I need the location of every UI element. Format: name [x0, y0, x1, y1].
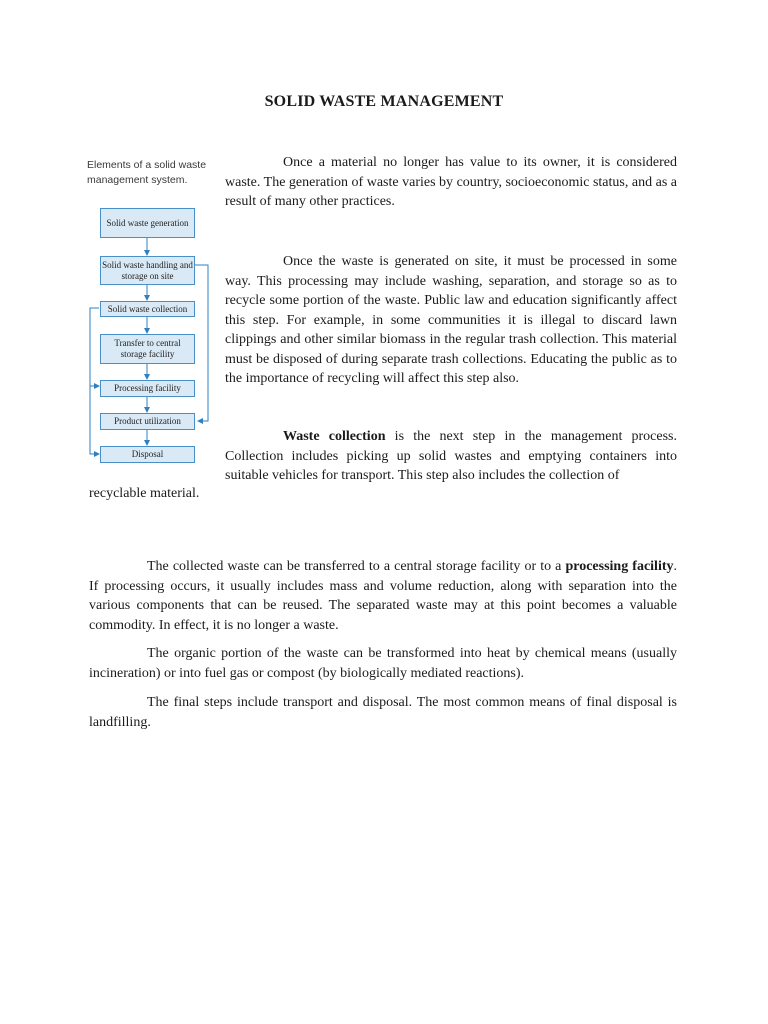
box-solid-waste-collection: Solid waste collection: [100, 301, 195, 317]
box-transfer-central-storage: Transfer to central storage facility: [100, 334, 195, 364]
paragraph-5: The organic portion of the waste can be transformed into heat by chemical means (usually incineration) or into fuel gas or compost (by biologically mediated reactions).: [89, 646, 677, 681]
figure-caption: Elements of a solid waste management system.: [87, 159, 207, 186]
flow-diagram-figure: [84, 155, 214, 475]
box-processing-facility: Processing facility: [100, 380, 195, 397]
paragraph-1: Once a material no longer has value to its owner, it is considered waste. The generation of waste varies by country, socioeconomic status, and as a result of many other practices.: [225, 155, 677, 209]
paragraph-3-tail: recyclable material.: [89, 486, 200, 501]
page-title: SOLID WASTE MANAGEMENT: [264, 93, 504, 110]
paragraph-2: Once the waste is generated on site, it must be processed in some way. This processing may include washing, separation, and storage so as to recycle some portion of the waste. Public law and education significantly affect this step. For example, in some communities it is illegal to discard lawn clippings and other similar biomass in the regular trash collection. This material must be disposed of during separate trash collections. Educating the public as to the importance of recycling will affect this step also.: [225, 254, 677, 386]
paragraph-4: The collected waste can be transferred to a central storage facility or to a processing facility. If processing occurs, it usually includes mass and volume reduction, along with separation into the various components that can be reused. The separated waste may at this point becomes a valuable commodity. In effect, it is no longer a waste.: [89, 559, 677, 633]
paragraph-3: Waste collection is the next step in the management process. Collection includes picking up solid wastes and emptying containers into suitable vehicles for transport. This step also includes the collection of: [225, 429, 678, 483]
box-handling-storage: Solid waste handling and storage on site: [100, 256, 195, 285]
box-solid-waste-generation: Solid waste generation: [100, 208, 195, 238]
box-product-utilization: Product utilization: [100, 413, 195, 430]
box-disposal: Disposal: [100, 446, 195, 463]
paragraph-6: The final steps include transport and disposal. The most common means of final disposal is landfilling.: [89, 695, 677, 730]
